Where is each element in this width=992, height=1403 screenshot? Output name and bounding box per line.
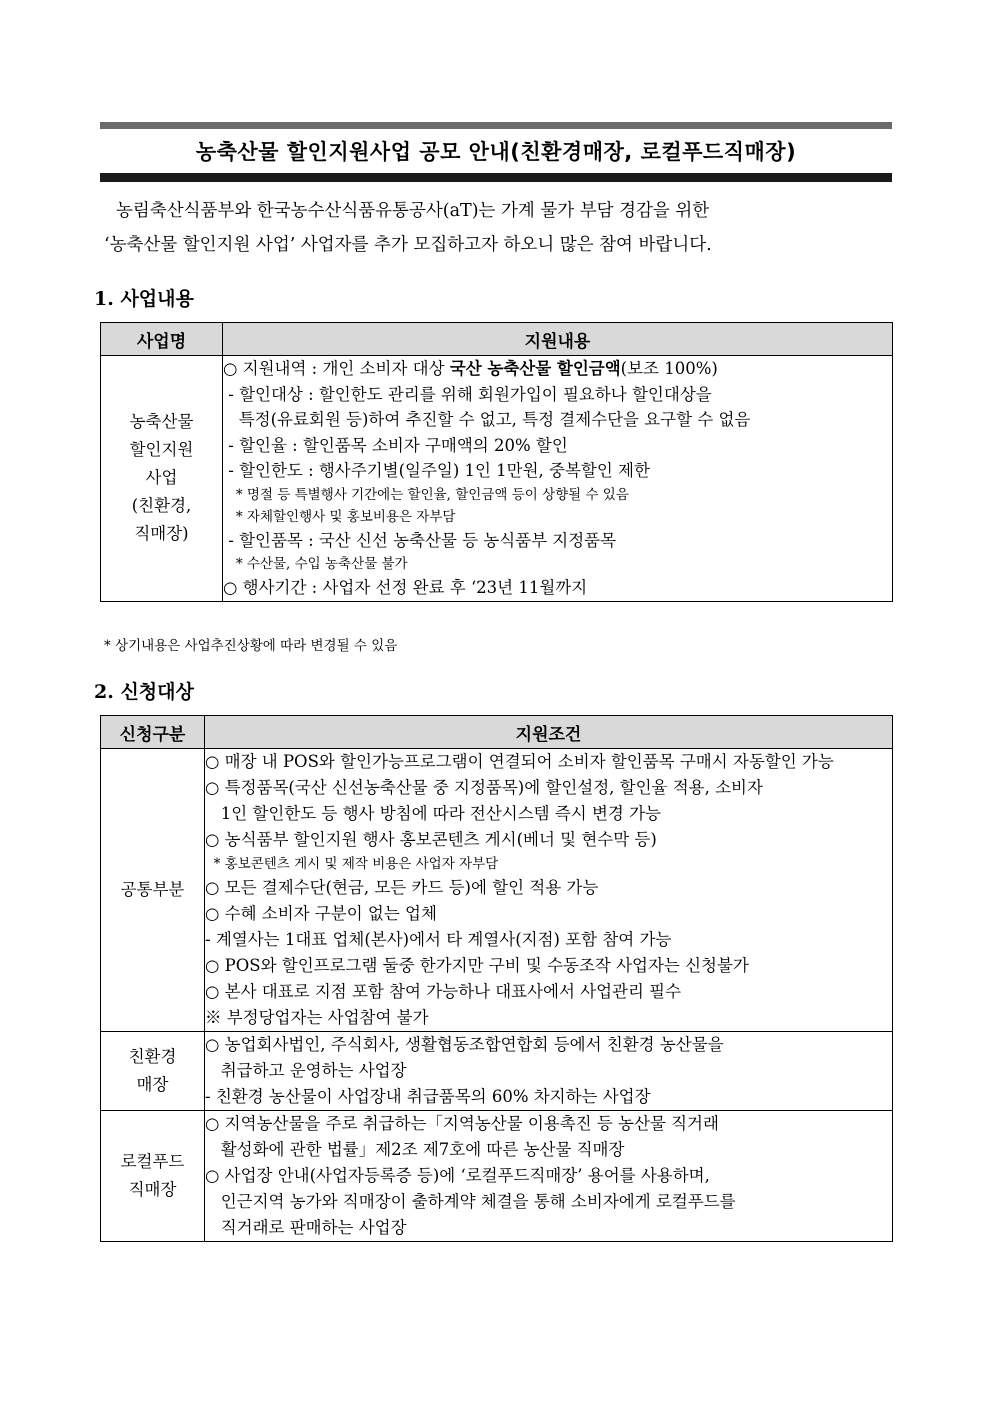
support-item: - 할인대상 : 할인한도 관리를 위해 회원가입이 필요하나 할인대상을 [223,384,712,404]
project-name-cell [101,356,223,602]
support-item: 특정(유료회원 등)하여 추진할 수 없고, 특정 결제수단을 요구할 수 없음 [223,410,751,429]
condition-line: ○ 모든 결제수단(현금, 모든 카드 등)에 할인 적용 가능 [205,878,599,897]
eligibility-table [100,715,893,1242]
project-name-line: 사업 [145,468,178,488]
support-content-cell [223,356,893,602]
condition-line: ○ 지역농산물을 주로 취급하는「지역농산물 이용촉진 등 농산물 직거래 [205,1114,719,1133]
table-row [101,749,893,1032]
section-2-heading: 2. 신청대상 [94,681,194,703]
condition-line: ○ 매장 내 POS와 할인가능프로그램이 연결되어 소비자 할인품목 구매시 자동할인 가능 [205,752,834,771]
condition-footnote: * 홍보콘텐츠 게시 및 제작 비용은 사업자 자부담 [205,856,499,872]
support-item: - 할인품목 : 국산 신선 농축산물 등 농식품부 지정품목 [223,530,617,550]
table-row [101,1032,893,1111]
section-1-note: * 상기내용은 사업추진상황에 따라 변경될 수 있음 [104,638,398,654]
condition-line: ○ 사업장 안내(사업자등록증 등)에 ‘로컬푸드직매장’ 용어를 사용하며, [205,1166,710,1185]
support-item-emphasis: 국산 농축산물 할인금액 [449,359,621,378]
section-1-heading: 1. 사업내용 [94,288,194,310]
project-name-line: 농축산물 [129,412,194,432]
support-item: ○ 지원내역 : 개인 소비자 대상 국산 농축산물 할인금액(보조 100%) [223,359,718,378]
support-item: ○ 행사기간 : 사업자 선정 완료 후 ‘23년 11월까지 [223,578,588,597]
document-title: 농축산물 할인지원사업 공모 안내(친환경매장, 로컬푸드직매장) [195,140,797,164]
condition-line: ※ 부정당업자는 사업참여 불가 [205,1008,429,1027]
support-item: - 할인율 : 할인품목 소비자 구매액의 20% 할인 [223,435,568,455]
intro-line-1: 농림축산식품부와 한국농수산식품유통공사(aT)는 가계 물가 부담 경감을 위한 [116,201,710,221]
condition-line: - 친환경 농산물이 사업장내 취급품목의 60% 차지하는 사업장 [205,1087,651,1106]
project-name-line: 직매장) [134,524,189,544]
intro-paragraph [104,194,890,262]
condition-line: 직거래로 판매하는 사업장 [205,1218,407,1237]
project-content-table [100,322,893,602]
condition-line: ○ 농업회사법인, 주식회사, 생활협동조합연합회 등에서 친환경 농산물을 [205,1035,724,1054]
type-cell-local [101,1111,205,1242]
col-header-condition: 지원조건 [205,716,893,749]
condition-line: 활성화에 관한 법률」제2조 제7호에 따른 농산물 직매장 [205,1140,625,1159]
table-header-row [101,323,893,356]
project-name-line: (친환경, [131,496,192,516]
condition-cell-eco [205,1032,893,1111]
title-top-rule [100,122,892,129]
title-bottom-rule [100,173,892,182]
type-cell-eco [101,1032,205,1111]
condition-line: ○ 본사 대표로 지점 포함 참여 가능하나 대표사에서 사업관리 필수 [205,982,682,1001]
col-header-type: 신청구분 [101,716,205,749]
intro-line-2: ‘농축산물 할인지원 사업’ 사업자를 추가 모집하고자 하오니 많은 참여 바랍니다. [104,235,712,255]
col-header-project: 사업명 [101,323,223,356]
table-header-row [101,716,893,749]
support-footnote: * 명절 등 특별행사 기간에는 할인율, 할인금액 등이 상향될 수 있음 [223,486,629,503]
condition-line: - 계열사는 1대표 업체(본사)에서 타 계열사(지점) 포함 참여 가능 [205,930,672,949]
condition-line: 취급하고 운영하는 사업장 [205,1061,407,1080]
condition-line: ○ 농식품부 할인지원 행사 홍보콘텐츠 게시(베너 및 현수막 등) [205,830,657,849]
condition-line: 1인 할인한도 등 행사 방침에 따라 전산시스템 즉시 변경 가능 [205,804,661,823]
type-label-line: 직매장 [128,1180,177,1199]
type-label-line: 로컬푸드 [120,1152,185,1171]
condition-line: ○ POS와 할인프로그램 둘중 한가지만 구비 및 수동조작 사업자는 신청불가 [205,956,749,975]
condition-line: 인근지역 농가와 직매장이 출하계약 체결을 통해 소비자에게 로컬푸드를 [205,1192,736,1211]
condition-line: ○ 수혜 소비자 구분이 없는 업체 [205,904,437,923]
condition-cell-local [205,1111,893,1242]
project-name-line: 할인지원 [129,440,194,460]
type-cell-common: 공통부분 [101,749,205,1032]
type-label-line: 매장 [136,1075,169,1094]
support-footnote: * 수산물, 수입 농축산물 불가 [223,556,408,572]
support-footnote: * 자체할인행사 및 홍보비용은 자부담 [223,508,456,525]
col-header-content: 지원내용 [223,323,893,356]
support-item: - 할인한도 : 행사주기별(일주일) 1인 1만원, 중복할인 제한 [223,461,650,480]
table-row [101,1111,893,1242]
table-row [101,356,893,602]
condition-cell-common [205,749,893,1032]
type-label-line: 친환경 [128,1047,177,1066]
condition-line: ○ 특정품목(국산 신선농축산물 중 지정품목)에 할인설정, 할인율 적용, 소비자 [205,778,763,797]
